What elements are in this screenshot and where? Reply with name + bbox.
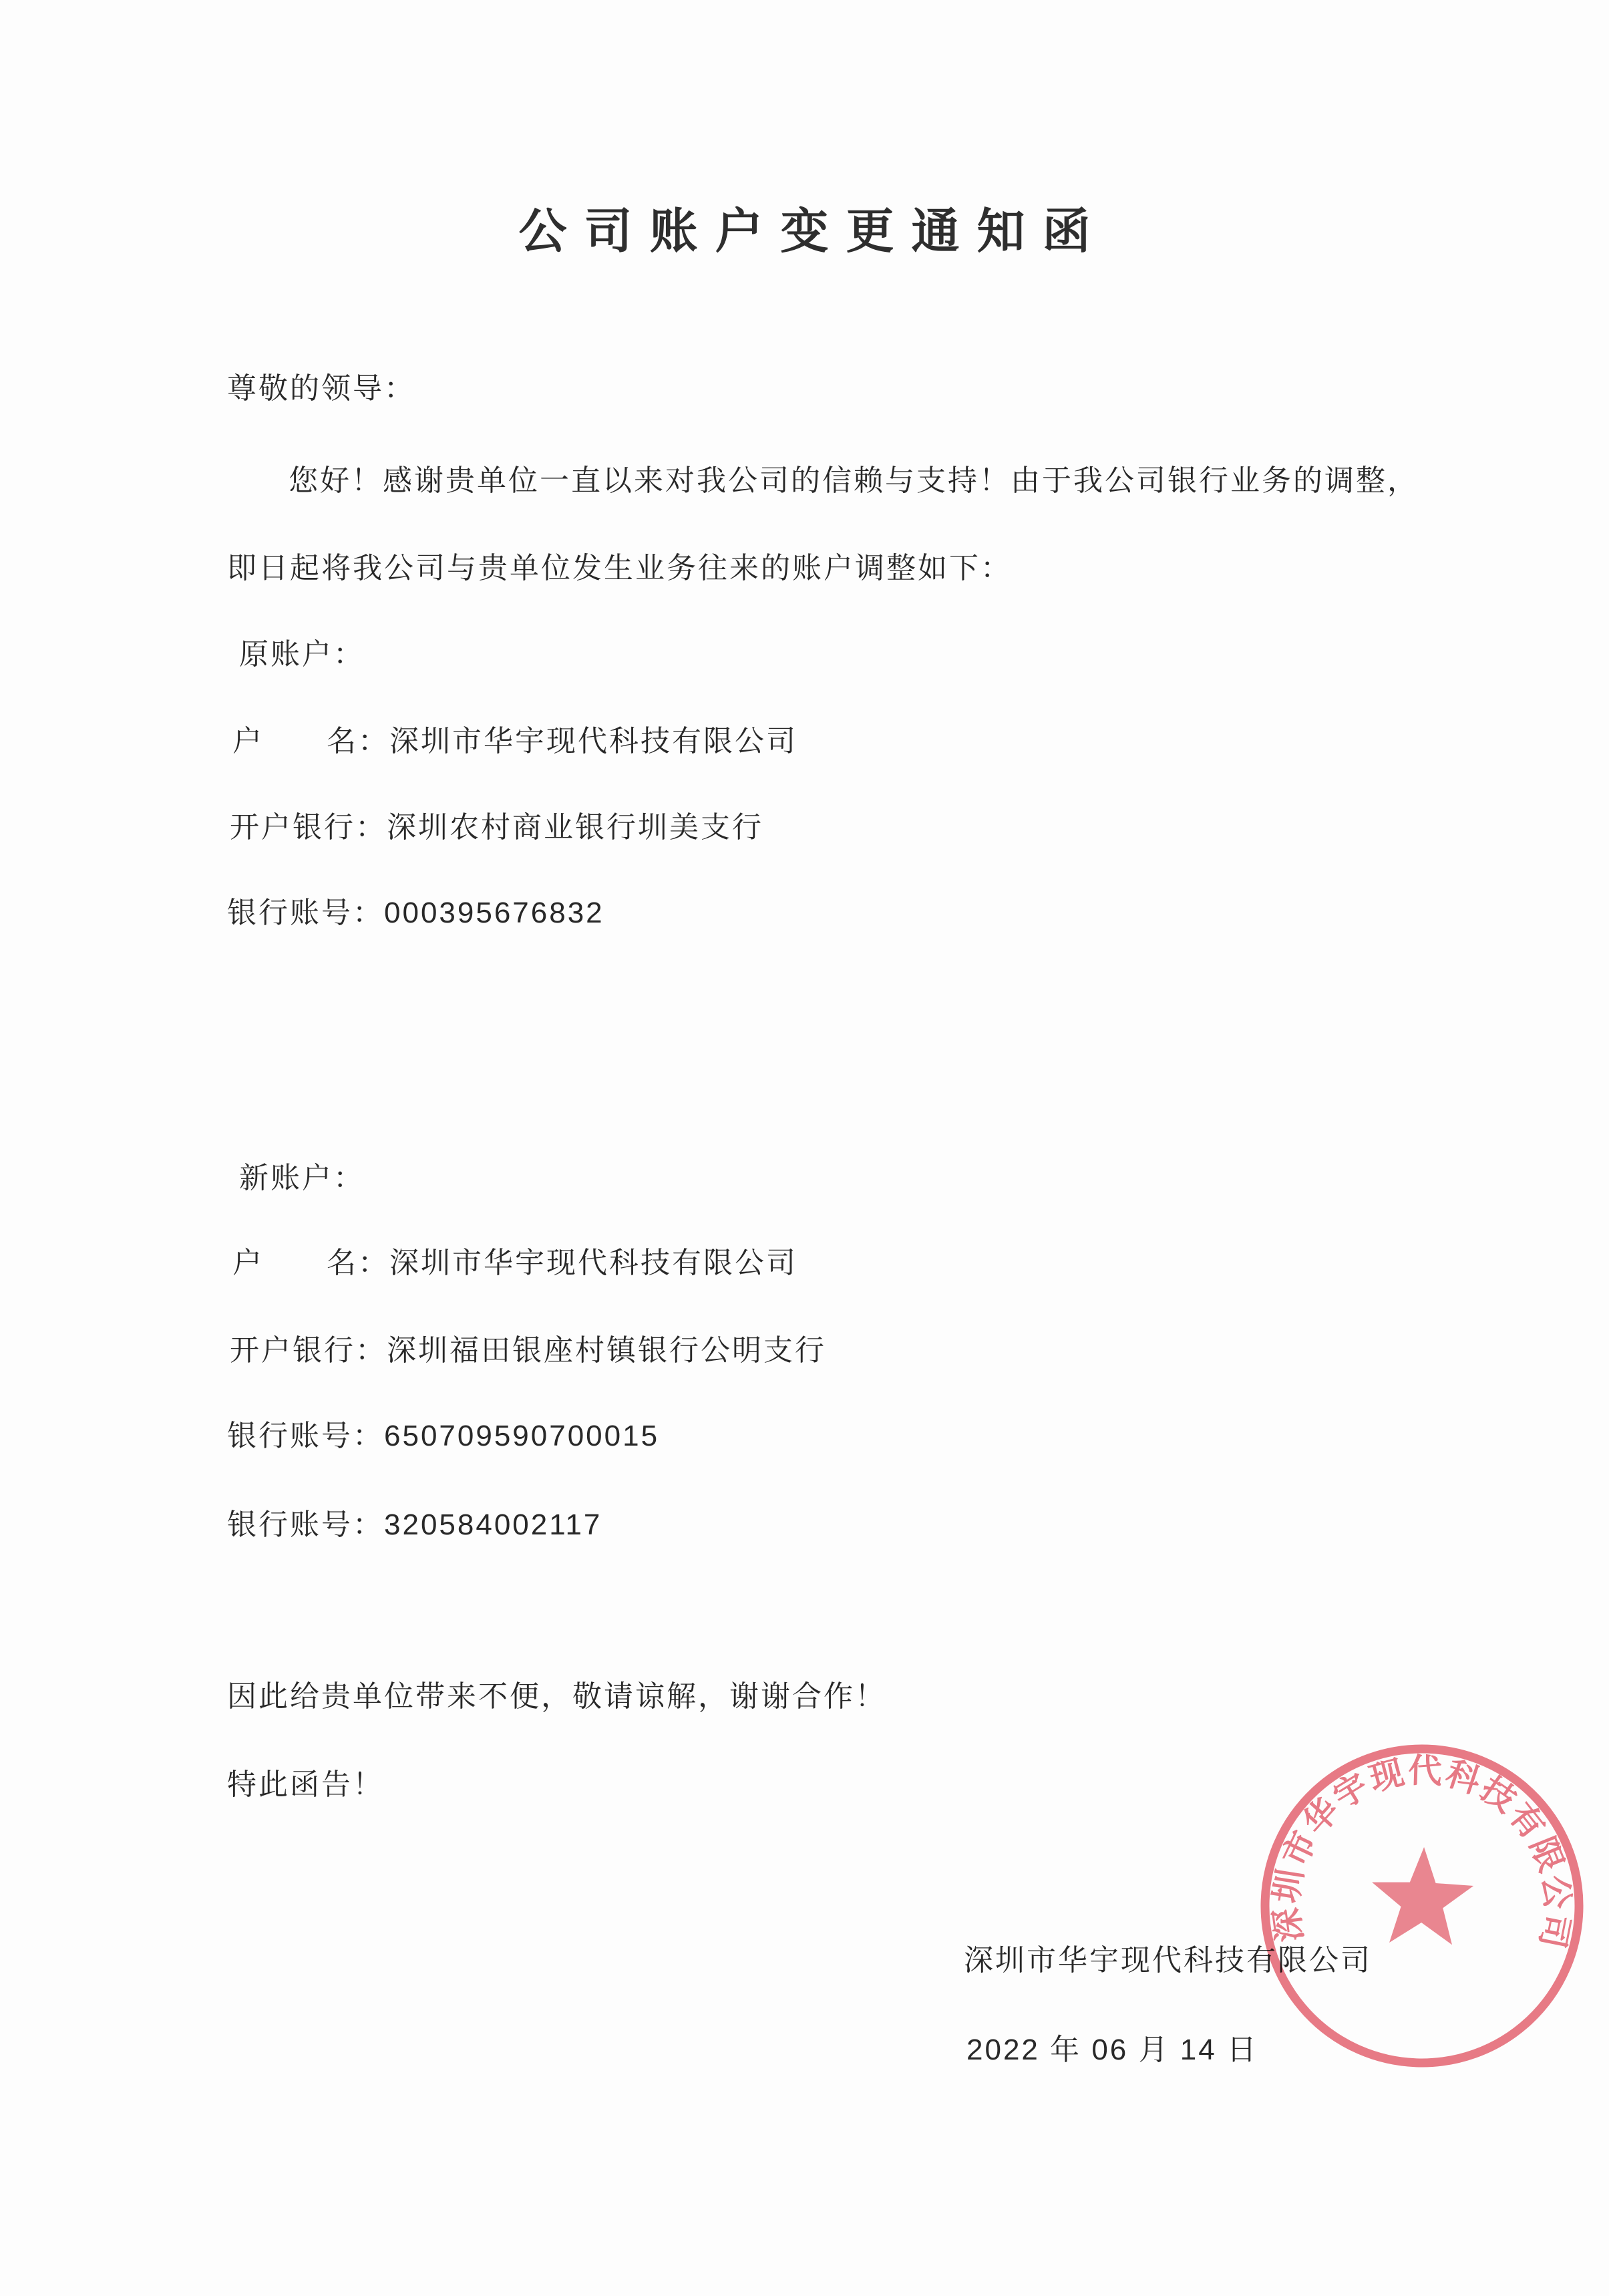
seal-company-text: 深圳市华宇现代科技有限公司 [1267,1752,1577,1953]
company-seal [1244,1728,1600,2084]
greeting-line: 尊敬的领导： [227,372,415,405]
new-account-number-line-2: 银行账号：320584002117 [227,1508,602,1541]
seal-star-icon [1370,1845,1475,1945]
old-account-section-label: 原账户： [239,638,365,671]
new-account-number-line-1: 银行账号：650709590700015 [227,1420,660,1452]
old-account-holder-line: 户 名：深圳市华宇现代科技有限公司 [232,725,797,758]
signature-date: 2022 年 06 月 14 日 [966,2033,1258,2066]
old-account-number-line: 银行账号：000395676832 [227,896,604,929]
new-account-bank-line: 开户银行：深圳福田银座村镇银行公明支行 [230,1334,826,1367]
body-paragraph-line-1: 您好！感谢贵单位一直以来对我公司的信赖与支持！由于我公司银行业务的调整， [289,464,1419,497]
closing-line-1: 因此给贵单位带来不便，敬请谅解，谢谢合作！ [227,1680,886,1713]
old-account-bank-line: 开户银行：深圳农村商业银行圳美支行 [230,811,763,844]
document-title: 公司账户变更通知函 [518,205,1108,259]
company-seal-graphic [1244,1728,1600,2084]
signature-company-name: 深圳市华宇现代科技有限公司 [964,1944,1372,1977]
closing-line-2: 特此函告！ [227,1768,384,1801]
new-account-holder-line: 户 名：深圳市华宇现代科技有限公司 [232,1247,797,1279]
body-paragraph-line-2: 即日起将我公司与贵单位发生业务往来的账户调整如下： [227,552,1012,585]
new-account-section-label: 新账户： [239,1162,365,1194]
